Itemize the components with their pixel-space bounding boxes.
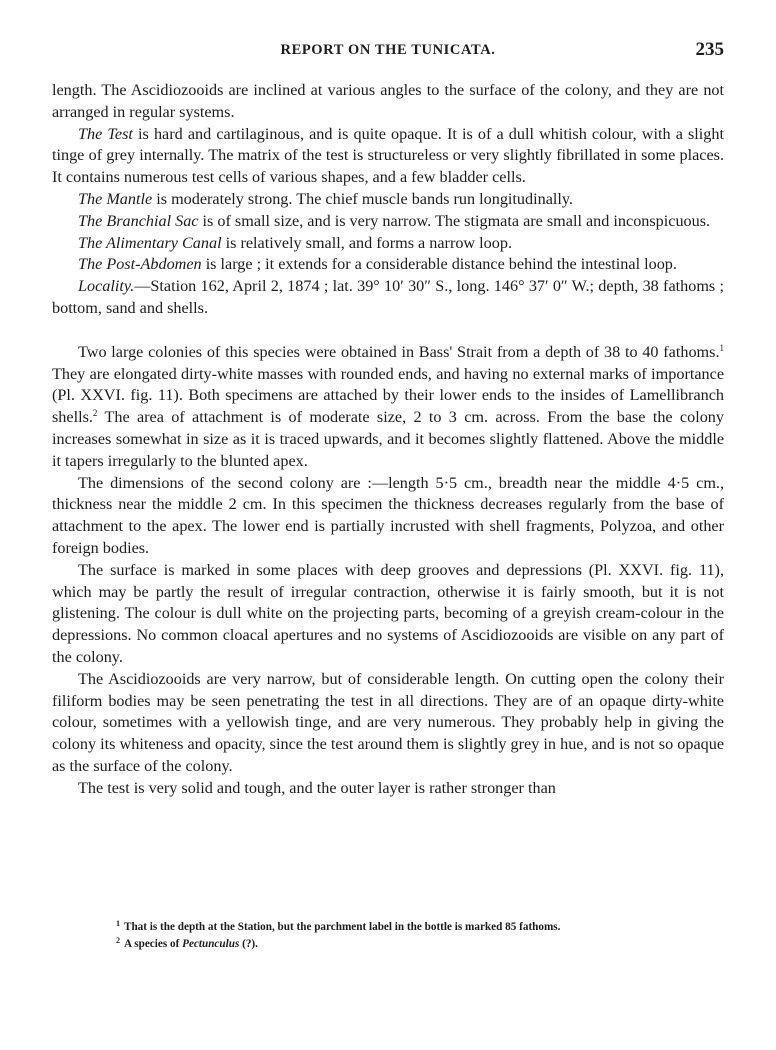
paragraph-text: The test is very solid and tough, and the outer layer is rather stronger than	[78, 778, 556, 797]
paragraph-text: The Ascidiozooids are very narrow, but of considerable length. On cutting open the colony their filiform bodies may be seen penetrating the test in all directions. They are of an opaque dirty-white colour, sometimes with a yellowish tinge, and are very numerous. They probably help in giving the colony its whiteness and opacity, since the test around them is slightly grey in hue, and is not so opaque as the surface of the colony.	[52, 669, 724, 775]
paragraph-colonies	[52, 342, 724, 473]
paragraph-text: The area of attachment is of moderate size, 2 to 3 cm. across. From the base the colony increases somewhat in size as it is traced upwards, and it becomes slightly flattened. Above the middle it tapers irregularly to the blunted apex.	[52, 408, 724, 470]
paragraph-text: is large ; it extends for a considerable distance behind the intestinal loop.	[201, 255, 677, 274]
paragraph-text: Two large colonies of this species were obtained in Bass' Strait from a depth of 38 to 40 fathoms.	[78, 342, 720, 361]
paragraph-text: is of small size, and is very narrow. The stigmata are small and inconspicuous.	[198, 211, 711, 230]
footnote-ref-1: 1	[719, 342, 724, 353]
section-label: Locality.	[78, 277, 135, 296]
paragraph-ascidiozooids	[52, 669, 724, 778]
paragraph-dimensions	[52, 473, 724, 560]
section-label: The Post-Abdomen	[78, 255, 202, 274]
footnote-text: That is the depth at the Station, but the parchment label in the bottle is marked 85 fathoms.	[124, 921, 561, 933]
paragraph-test	[52, 124, 724, 189]
page-number: 235	[695, 39, 724, 60]
footnote-ref-2: 2	[92, 408, 98, 419]
paragraph-post-abdomen	[52, 254, 724, 276]
paragraph-text: The dimensions of the second colony are :—length 5·5 cm., breadth near the middle 4·5 cm., thickness near the middle 2 cm. In this specimen the thickness decreases regularly from the base of attachment to the apex. The lower end is partially incrusted with shell fragments, Polyzoa, and other foreign bodies.	[52, 473, 724, 557]
footnote-2	[116, 936, 716, 953]
footnote-text: (?).	[239, 938, 258, 950]
section-label: The Alimentary Canal	[78, 233, 222, 252]
section-label: The Mantle	[78, 189, 153, 208]
body-text	[52, 80, 724, 800]
paragraph-surface	[52, 560, 724, 669]
footnote-1	[116, 919, 716, 936]
paragraph-text: is relatively small, and forms a narrow loop.	[221, 233, 512, 252]
paragraph-locality	[52, 276, 724, 320]
paragraph-mantle	[52, 189, 724, 211]
paragraph-branchial-sac	[52, 211, 724, 233]
running-title: REPORT ON THE TUNICATA.	[280, 42, 496, 58]
paragraph-text: The surface is marked in some places with deep grooves and depressions (Pl. XXVI. fig. 11), which may be partly the result of irregular contraction, otherwise it is fairly smooth, but it is not glistening. The colour is dull white on the projecting parts, becoming of a greyish cream-colour in the depressions. No common cloacal apertures and no systems of Ascidiozooids are visible on any part of the colony.	[52, 560, 724, 666]
genus-name: Pectunculus	[182, 938, 240, 950]
footnote-mark: 1	[116, 919, 120, 928]
footnote-mark: 2	[116, 936, 120, 945]
paragraph-alimentary-canal	[52, 233, 724, 255]
paragraph-text: They are elongated dirty-white masses with rounded ends, and having no external marks of importance (Pl. XXVI. fig. 11). Both specimens are attached by their lower ends to the insides of Lamellibranch shells.	[52, 364, 724, 427]
paragraph-text: is moderately strong. The chief muscle bands run longitudinally.	[152, 189, 573, 208]
footnote-text: A species of	[124, 938, 183, 950]
paragraph-text: length. The Ascidiozooids are inclined at various angles to the surface of the colony, and they are not arranged in regular systems.	[52, 81, 724, 121]
paragraph-text: is hard and cartilaginous, and is quite opaque. It is of a dull whitish colour, with a slight tinge of grey internally. The matrix of the test is structureless or very slightly fibrillated in some places. It contains numerous test cells of various shapes, and a few bladder cells.	[52, 124, 724, 187]
paragraph-continuation	[52, 80, 724, 124]
footnotes	[116, 919, 716, 953]
section-label: The Test	[78, 124, 133, 143]
paragraph-text: —Station 162, April 2, 1874 ; lat. 39° 10′ 30″ S., long. 146° 37′ 0″ W.; depth, 38 fathoms ; bottom, sand and shells.	[52, 277, 724, 317]
section-label: The Branchial Sac	[78, 211, 199, 230]
paragraph-test-structure	[52, 778, 724, 800]
running-header	[52, 39, 724, 64]
